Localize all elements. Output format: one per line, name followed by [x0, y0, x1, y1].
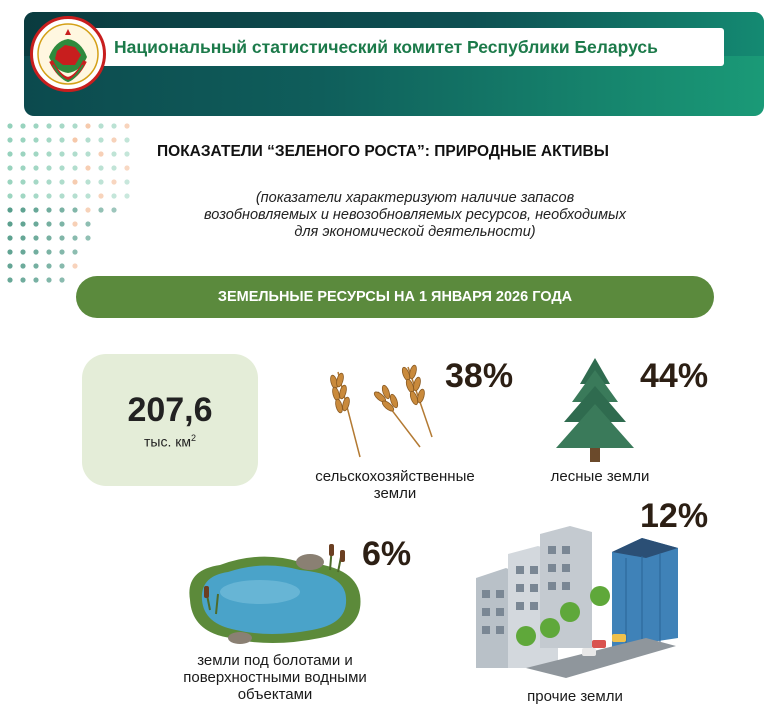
decorative-dot [7, 151, 12, 156]
decorative-dot [33, 137, 38, 142]
decorative-dot [20, 207, 25, 212]
decorative-dot [33, 179, 38, 184]
decorative-dot [20, 151, 25, 156]
decorative-dot [98, 193, 103, 198]
subtitle-line: возобновляемых и невозобновляемых ресурсов, необходимых [204, 207, 626, 223]
label-line: лесные земли [550, 468, 650, 485]
decorative-dot [59, 151, 64, 156]
wheat-icon [320, 362, 440, 462]
agricultural-percent: 38% [445, 357, 514, 395]
state-emblem-icon [30, 16, 106, 92]
decorative-dot [72, 249, 77, 254]
decorative-dot [46, 123, 51, 128]
decorative-dot [124, 137, 129, 142]
decorative-dot [111, 165, 116, 170]
decorative-dot [98, 207, 103, 212]
decorative-dot [20, 123, 25, 128]
decorative-dot [33, 165, 38, 170]
decorative-dot [98, 179, 103, 184]
decorative-dot [7, 221, 12, 226]
decorative-dot [33, 263, 38, 268]
forest-percent: 44% [640, 357, 709, 395]
decorative-dot [98, 151, 103, 156]
decorative-dot [111, 137, 116, 142]
decorative-dot [46, 179, 51, 184]
decorative-dot [46, 151, 51, 156]
decorative-dot [20, 221, 25, 226]
decorative-dot [59, 123, 64, 128]
decorative-dot [72, 137, 77, 142]
decorative-dot [46, 249, 51, 254]
decorative-dot [72, 207, 77, 212]
decorative-dot [46, 221, 51, 226]
decorative-dot [20, 193, 25, 198]
decorative-dot [20, 179, 25, 184]
decorative-dot [85, 221, 90, 226]
decorative-dot [59, 249, 64, 254]
decorative-dot [124, 123, 129, 128]
decorative-dot [7, 123, 12, 128]
decorative-dot [85, 179, 90, 184]
decorative-dot [7, 249, 12, 254]
decorative-dot [20, 137, 25, 142]
label-line: поверхностными водными [183, 669, 367, 686]
decorative-dot [124, 193, 129, 198]
label-line: земли [373, 485, 417, 502]
decorative-dot [59, 193, 64, 198]
decorative-dot [124, 151, 129, 156]
decorative-dot [72, 193, 77, 198]
decorative-dot [85, 137, 90, 142]
decorative-dot [33, 249, 38, 254]
label-line: сельскохозяйственные [315, 468, 475, 485]
decorative-dot [85, 151, 90, 156]
decorative-dot [33, 235, 38, 240]
decorative-dot [85, 123, 90, 128]
decorative-dot [46, 193, 51, 198]
decorative-dot [111, 193, 116, 198]
pond-icon [180, 540, 370, 650]
decorative-dot [46, 263, 51, 268]
org-name: Национальный статистический комитет Республики Беларусь [88, 28, 724, 66]
decorative-dot [124, 165, 129, 170]
decorative-dot [72, 179, 77, 184]
decorative-dot [72, 221, 77, 226]
city-buildings-icon [466, 518, 686, 678]
decorative-dot [59, 235, 64, 240]
decorative-dot [46, 137, 51, 142]
water-percent: 6% [362, 535, 412, 573]
other-percent: 12% [640, 497, 709, 535]
decorative-dot [20, 277, 25, 282]
decorative-dot [111, 151, 116, 156]
decorative-dot [20, 165, 25, 170]
subtitle-line: (показатели характеризуют наличие запасов [255, 190, 575, 206]
forest-label [520, 468, 680, 485]
decorative-dot [72, 263, 77, 268]
label-line: объектами [237, 686, 313, 703]
decorative-dot [20, 263, 25, 268]
decorative-dot [33, 207, 38, 212]
decorative-dot [85, 165, 90, 170]
agricultural-label [290, 468, 500, 502]
decorative-dot [33, 277, 38, 282]
decorative-dot [7, 179, 12, 184]
decorative-dot [7, 207, 12, 212]
decorative-dot [7, 137, 12, 142]
label-line: земли под болотами и [197, 652, 353, 669]
decorative-dot [85, 207, 90, 212]
decorative-dot [7, 235, 12, 240]
decorative-dot [7, 263, 12, 268]
decorative-dot [46, 207, 51, 212]
decorative-dot [111, 179, 116, 184]
decorative-dot [111, 207, 116, 212]
total-area-unit: тыс. $км^2$ [143, 432, 197, 450]
decorative-dot [85, 235, 90, 240]
decorative-dots [0, 118, 145, 293]
decorative-dot [7, 277, 12, 282]
decorative-dot [59, 263, 64, 268]
decorative-dot [98, 123, 103, 128]
decorative-dot [72, 235, 77, 240]
decorative-dot [72, 151, 77, 156]
decorative-dot [59, 165, 64, 170]
decorative-dot [85, 193, 90, 198]
decorative-dot [59, 277, 64, 282]
decorative-dot [72, 123, 77, 128]
decorative-dot [33, 151, 38, 156]
total-area-value: 207,6 [127, 390, 213, 429]
decorative-dot [59, 137, 64, 142]
decorative-dot [7, 165, 12, 170]
water-label [150, 652, 400, 703]
page-title: ПОКАЗАТЕЛИ “ЗЕЛЕНОГО РОСТА”: ПРИРОДНЫЕ АКТИВЫ [157, 143, 609, 160]
decorative-dot [20, 235, 25, 240]
decorative-dot [72, 165, 77, 170]
decorative-dot [7, 193, 12, 198]
decorative-dot [33, 221, 38, 226]
decorative-dot [59, 221, 64, 226]
decorative-dot [33, 123, 38, 128]
decorative-dot [59, 207, 64, 212]
decorative-dot [46, 235, 51, 240]
label-line: прочие земли [527, 688, 623, 705]
decorative-dot [98, 165, 103, 170]
subtitle-line: для экономической деятельности) [294, 224, 536, 240]
other-label [500, 688, 650, 705]
decorative-dot [124, 179, 129, 184]
decorative-dot [46, 277, 51, 282]
section-title: ЗЕМЕЛЬНЫЕ РЕСУРСЫ НА 1 ЯНВАРЯ 2026 ГОДА [76, 276, 714, 318]
decorative-dot [20, 249, 25, 254]
decorative-dot [111, 123, 116, 128]
decorative-dot [33, 193, 38, 198]
page-subtitle [150, 190, 680, 241]
decorative-dot [98, 137, 103, 142]
decorative-dot [59, 179, 64, 184]
fir-tree-icon [550, 356, 640, 466]
decorative-dot [46, 165, 51, 170]
total-area-box [82, 354, 258, 486]
